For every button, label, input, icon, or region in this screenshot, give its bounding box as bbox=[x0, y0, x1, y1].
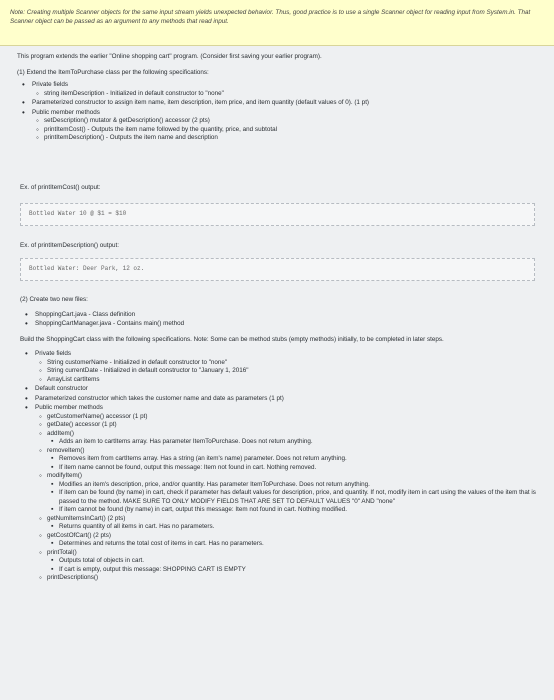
file-item: • ShoppingCartManager.java - Contains main() method bbox=[20, 320, 540, 329]
example-2-label: Ex. of printItemDescription() output: bbox=[20, 242, 120, 249]
spec-item: • Default constructor bbox=[20, 385, 540, 394]
method-detail: ▪ If item cannot be found (by name) in cart, output this message: Item not found in cart. Nothing modified. bbox=[47, 506, 540, 515]
intro-section bbox=[17, 53, 542, 144]
spec-subitem: ◦ printItemDescription() - Outputs the item name and description bbox=[32, 134, 542, 143]
method-detail: ▪ If item name cannot be found, output this message: Item not found in cart. Nothing removed. bbox=[47, 464, 540, 473]
spec-subitem: ◦ String currentDate - Initialized in default constructor to "January 1, 2016" bbox=[35, 367, 540, 376]
step-1-heading: (1) Extend the ItemToPurchase class per the following specifications: bbox=[17, 68, 209, 76]
method-item: ◦ getNumItemsInCart() (2 pts) ▪ Returns quantity of all items in cart. Has no parameters. bbox=[35, 515, 540, 532]
method-detail: ▪ Removes item from cartItems array. Has a string (an item's name) parameter. Does not return anything. bbox=[47, 455, 540, 464]
intro-text: This program extends the earlier "Online shopping cart" program. (Consider first saving your earlier program). bbox=[17, 53, 322, 60]
method-detail: ▪ If cart is empty, output this message: SHOPPING CART IS EMPTY bbox=[47, 566, 540, 575]
spec-item: • Public member methods ◦ setDescription() mutator & getDescription() accessor (2 pts) ◦ printItemCost() - Outputs the item name followed by the quantity, price, and subtotal ◦ printItemDescription() - Outputs the item name and description bbox=[17, 109, 542, 143]
spec-item: • Parameterized constructor to assign item name, item description, item price, and item quantity (default values of 0). (1 pt) bbox=[17, 99, 542, 108]
method-item: ◦ getCustomerName() accessor (1 pt) bbox=[35, 413, 540, 422]
spec-list-1 bbox=[17, 81, 542, 143]
method-item: ◦ modifyItem() ▪ Modifies an item's description, price, and/or quantity. Has parameter ItemToPurchase. Does not return anything. ▪ If item can be found (by name) in cart, check if parameter has default values for description, price, and quantity. If not, modify item in cart using the values of the item that is passed to the method. MAKE SURE TO ONLY MODIFY FIELDS THAT ARE SET TO DEFAULT VALUES "0" AND "none" ▪ If item cannot be found (by name) in cart, output this message: Item not found in cart. Nothing modified. bbox=[35, 472, 540, 515]
method-detail: ▪ Adds an item to cartItems array. Has parameter ItemToPurchase. Does not return anything. bbox=[47, 438, 540, 447]
spec-subitem: ◦ setDescription() mutator & getDescription() accessor (2 pts) bbox=[32, 117, 542, 126]
build-instructions: Build the ShoppingCart class with the following specifications. Note: Some can be method stubs (empty methods) initially, to be completed in later steps. bbox=[20, 335, 444, 343]
spec-subitem: ◦ printItemCost() - Outputs the item name followed by the quantity, price, and subtotal bbox=[32, 126, 542, 135]
method-detail: ▪ Outputs total of objects in cart. bbox=[47, 557, 540, 566]
step-2-heading: (2) Create two new files: bbox=[20, 296, 88, 303]
method-item: ◦ getDate() accessor (1 pt) bbox=[35, 421, 540, 430]
example-1-label: Ex. of printItemCost() output: bbox=[20, 184, 101, 191]
spec-subitem: ◦ string itemDescription - Initialized in default constructor to "none" bbox=[32, 90, 542, 99]
spec-item: • Public member methods ◦ getCustomerName() accessor (1 pt) ◦ getDate() accessor (1 pt) ◦ addItem() ▪ Adds an item to cartItems array. Has parameter ItemToPurchase. Does not return anything. ◦ removeItem() ▪ Removes item from cartItems array. Has a string (an item's name) parameter. Does not return anything. ▪ If item name cannot be found, output this message: Item not found in cart. Nothing removed. ◦ modifyItem() ▪ Modifies an item's description, price, and/or quantity. Has parameter ItemToPurchase. Does not return anything. ▪ If item can be found (by name) in cart, check if parameter has default values for description, price, and quantity. If not, modify item in cart using the values of the item that is passed to the method. MAKE SURE TO ONLY MODIFY FIELDS THAT ARE SET TO DEFAULT VALUES "0" AND "none" ▪ If item cannot be found (by name) in cart, output this message: Item not found in cart. Nothing modified. ◦ getNumItemsInCart() (2 pts) ▪ Returns quantity of all items in cart. Has no parameters. ◦ getCostOfCart() (2 pts) ▪ Determines and returns the total cost of items in cart. Has no parameters. ◦ printTotal() ▪ Outputs total of objects in cart. ▪ If cart is empty, output this message: SHOPPING CART IS EMPTY ◦ printDescriptions() bbox=[20, 404, 540, 583]
scanner-note: Note: Creating multiple Scanner objects for the same input stream yields unexpected behavior. Thus, good practice is to use a single Scanner object for reading input from System.in. That Scanner object can be passed as an argument to any methods that read input. bbox=[0, 0, 554, 46]
method-detail: ▪ Modifies an item's description, price, and/or quantity. Has parameter ItemToPurchase. Does not return anything. bbox=[47, 481, 540, 490]
method-item: ◦ printDescriptions() bbox=[35, 574, 540, 583]
example-2-code: Bottled Water: Deer Park, 12 oz. bbox=[20, 258, 535, 281]
method-detail: ▪ Returns quantity of all items in cart. Has no parameters. bbox=[47, 523, 540, 532]
spec-item: • Private fields ◦ String customerName - Initialized in default constructor to "none" ◦ String currentDate - Initialized in default constructor to "January 1, 2016" ◦ ArrayList cartItems bbox=[20, 350, 540, 384]
bottom-fade bbox=[0, 682, 554, 700]
spec-subitem: ◦ String customerName - Initialized in default constructor to "none" bbox=[35, 359, 540, 368]
method-detail: ▪ If item can be found (by name) in cart, check if parameter has default values for description, price, and quantity. If not, modify item in cart using the values of the item that is passed to the method. MAKE SURE TO ONLY MODIFY FIELDS THAT ARE SET TO DEFAULT VALUES "0" AND "none" bbox=[47, 489, 540, 506]
method-detail: ▪ Determines and returns the total cost of items in cart. Has no parameters. bbox=[47, 540, 540, 549]
spec-subitem: ◦ ArrayList cartItems bbox=[35, 376, 540, 385]
part-2-section bbox=[20, 296, 540, 584]
method-item: ◦ removeItem() ▪ Removes item from cartItems array. Has a string (an item's name) parameter. Does not return anything. ▪ If item name cannot be found, output this message: Item not found in cart. Nothing removed. bbox=[35, 447, 540, 473]
spec-item: • Private fields ◦ string itemDescription - Initialized in default constructor to "none" bbox=[17, 81, 542, 98]
spec-item: • Parameterized constructor which takes the customer name and date as parameters (1 pt) bbox=[20, 395, 540, 404]
method-item: ◦ getCostOfCart() (2 pts) ▪ Determines and returns the total cost of items in cart. Has no parameters. bbox=[35, 532, 540, 549]
method-item: ◦ addItem() ▪ Adds an item to cartItems array. Has parameter ItemToPurchase. Does not return anything. bbox=[35, 430, 540, 447]
method-list bbox=[35, 413, 540, 583]
method-item: ◦ printTotal() ▪ Outputs total of objects in cart. ▪ If cart is empty, output this message: SHOPPING CART IS EMPTY bbox=[35, 549, 540, 575]
file-item: • ShoppingCart.java - Class definition bbox=[20, 311, 540, 320]
example-1-code: Bottled Water 10 @ $1 = $10 bbox=[20, 203, 535, 226]
